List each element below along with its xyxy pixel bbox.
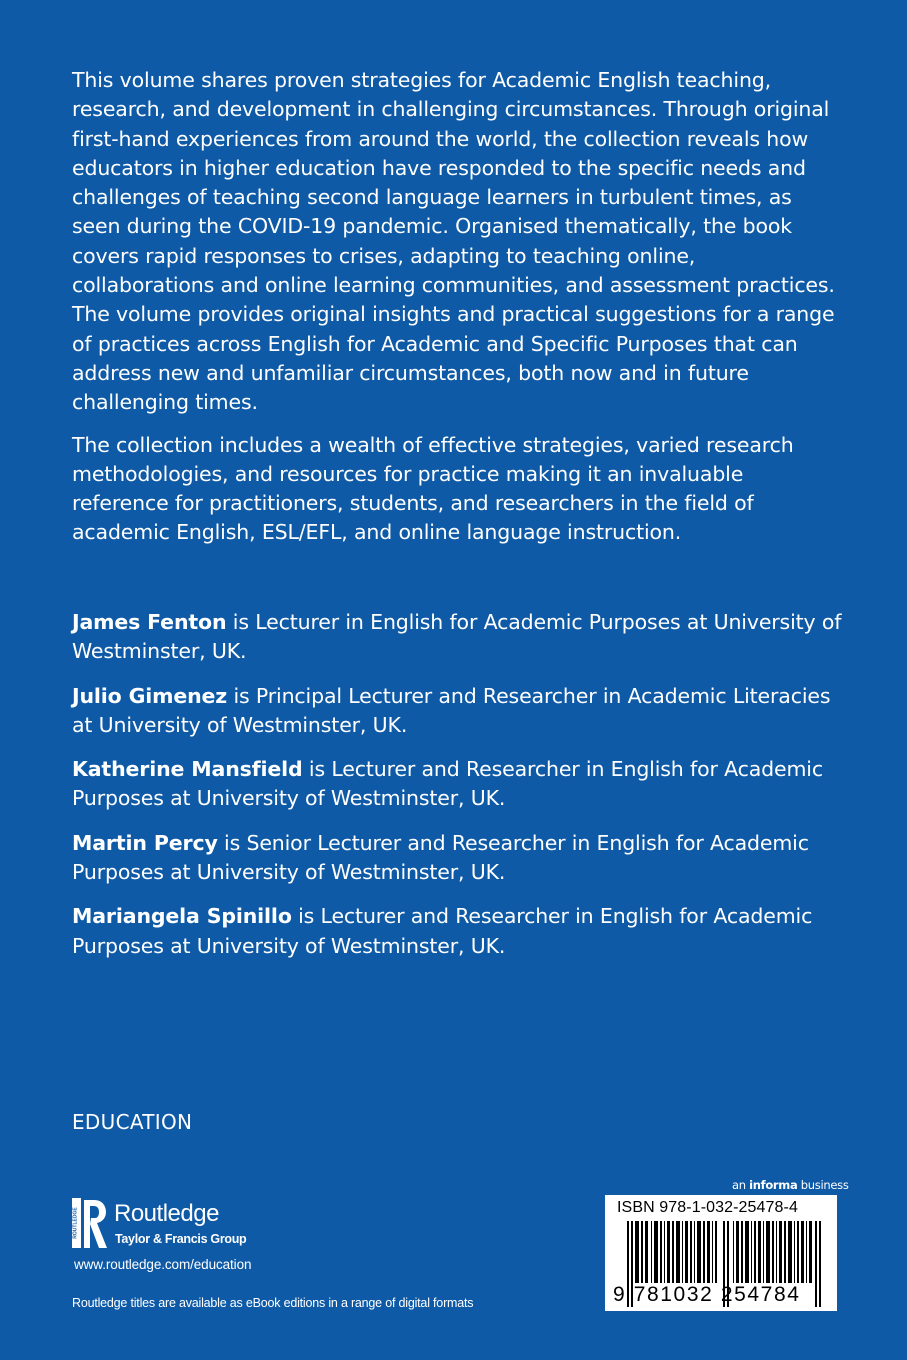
author-name: Katherine Mansfield [72,757,303,782]
author-bio [72,682,842,741]
author-description: is Lecturer and Researcher in English for Academic Purposes at University of Westminster, UK. [72,904,813,958]
book-description [72,66,842,561]
description-paragraph-2: The collection includes a wealth of effective strategies, varied research methodologies, and resources for practice making it an invaluable reference for practitioners, students, and researchers in the field of academic English, ESL/EFL, and online language instruction. [72,432,794,545]
author-name: James Fenton [72,610,227,634]
author-name: Martin Percy [72,830,218,855]
routledge-logo-icon [72,1198,108,1250]
isbn-label: ISBN 978-1-032-25478-4 [617,1199,798,1216]
publisher-url[interactable]: www.routledge.com/education [74,1257,252,1272]
informa-suffix: business [797,1178,849,1192]
publisher-group: Taylor & Francis Group [115,1232,247,1246]
logo-spine-text: ROUTLEDGE [72,1207,79,1239]
author-bio [72,608,842,667]
ebook-note: Routledge titles are available as eBook editions in a range of digital formats [72,1296,474,1310]
author-bios [72,608,842,976]
author-name: Julio Gimenez [72,683,228,708]
author-bio [72,902,842,961]
subject-category: EDUCATION [72,1110,193,1134]
author-name: Mariangela Spinillo [72,904,292,929]
informa-prefix: an [732,1178,750,1192]
author-description: is Senior Lecturer and Researcher in English for Academic Purposes at University of Westminster, UK. [72,830,809,885]
informa-tagline [732,1178,849,1192]
author-bio [72,755,842,814]
author-description: is Lecturer and Researcher in English for Academic Purposes at University of Westminster, UK. [72,757,823,811]
barcode-digits: 9 781032 254784 [613,1283,801,1306]
informa-brand: informa [749,1178,798,1192]
routledge-logo [72,1198,372,1258]
author-description: is Principal Lecturer and Researcher in Academic Literacies at University of Westminster, UK. [72,683,831,737]
publisher-name: Routledge [114,1200,219,1227]
description-paragraph-1: This volume shares proven strategies for Academic English teaching, research, and development in challenging circumstances. Through original first-hand experiences from around the world, the collection reveals how educators in higher education have responded to the specific needs and challenges of teaching second language learners in turbulent times, as seen during the COVID-19 pandemic. Organised thematically, the book covers rapid responses to crises, adapting to teaching online, collaborations and online learning communities, and assessment practices. The volume provides original insights and practical suggestions for a range of practices across English for Academic and Specific Purposes that can address new and unfamiliar circumstances, both now and in future challenging times. [72,68,835,415]
author-bio [72,829,842,888]
author-description: is Lecturer in English for Academic Purposes at University of Westminster, UK. [72,610,842,664]
isbn-barcode [605,1195,837,1311]
